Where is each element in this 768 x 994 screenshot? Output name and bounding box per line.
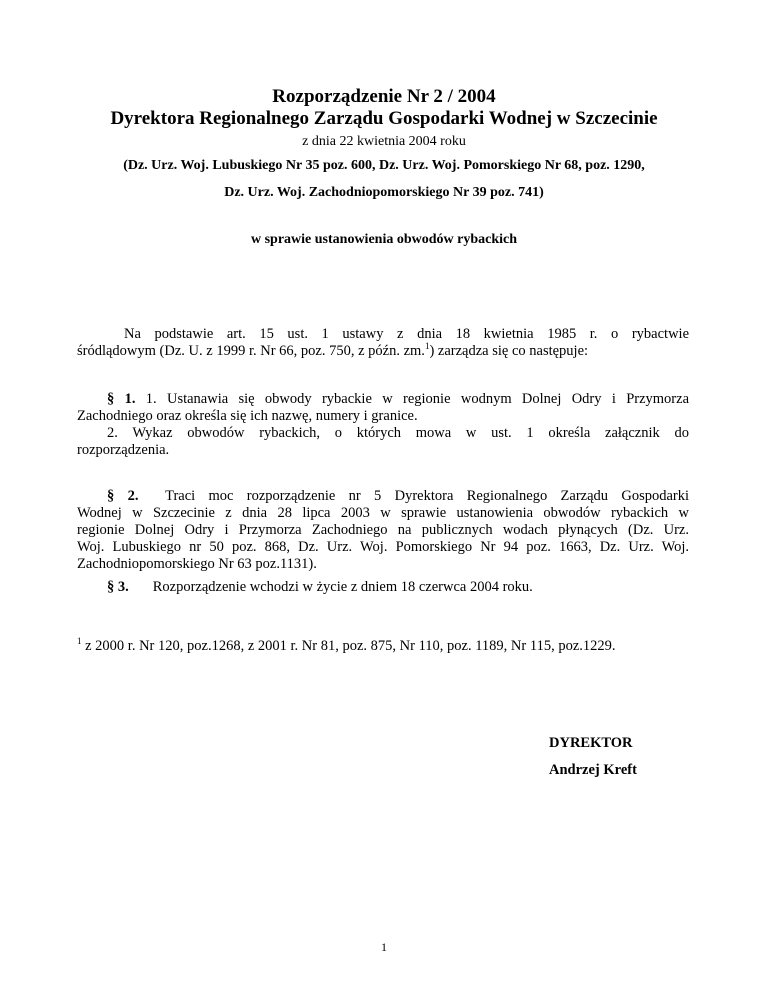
page-number: 1: [381, 940, 387, 954]
section-2-number: § 2.: [107, 488, 139, 504]
document-title-line2: Dyrektora Regionalnego Zarządu Gospodarki Wodnej w Szczecinie: [110, 108, 658, 129]
section-2: [77, 488, 689, 573]
publication-reference-line2: Dz. Urz. Woj. Zachodniopomorskiego Nr 39 poz. 741): [224, 185, 544, 200]
footnote-number: 1: [77, 636, 82, 647]
section-1-number: § 1.: [107, 391, 136, 407]
section-1-line3: 2. Wykaz obwodów rybackich, o których mowa w ust. 1 określa załącznik do: [107, 425, 689, 441]
section-1-line4: rozporządzenia.: [77, 442, 170, 458]
section-1-line1: § 1. 1. Ustanawia się obwody rybackie w regionie wodnym Dolnej Odry i Przymorza: [107, 391, 689, 407]
section-3-text: Rozporządzenie wchodzi w życie z dniem 18 czerwca 2004 roku.: [152, 579, 533, 595]
section-2-line3: regionie Dolnej Odry i Przymorza Zachodniego na publicznych wodach płynących (Dz. Urz.: [77, 522, 689, 538]
section-3: [77, 579, 689, 596]
document-date: z dnia 22 kwietnia 2004 roku: [302, 134, 466, 149]
preamble: [77, 326, 689, 360]
section-1: [77, 391, 689, 459]
signature-name: Andrzej Kreft: [549, 762, 637, 778]
section-3-number: § 3.: [107, 579, 129, 595]
footnote-marker: 1: [424, 341, 430, 352]
publication-reference-line1: (Dz. Urz. Woj. Lubuskiego Nr 35 poz. 600, Dz. Urz. Woj. Pomorskiego Nr 68, poz. 1290,: [123, 158, 645, 173]
section-2-line5: Zachodniopomorskiego Nr 63 poz.1131).: [77, 556, 317, 572]
footnote-text: z 2000 r. Nr 120, poz.1268, z 2001 r. Nr 81, poz. 875, Nr 110, poz. 1189, Nr 115, poz.1229.: [85, 638, 616, 654]
section-1-line2: Zachodniego oraz określa się ich nazwę, numery i granice.: [77, 408, 418, 424]
section-2-line2: Wodnej w Szczecinie z dnia 28 lipca 2003 w sprawie ustanowienia obwodów rybackich w: [77, 505, 689, 521]
document-title-line1: Rozporządzenie Nr 2 / 2004: [272, 86, 496, 107]
section-2-line1: § 2. Traci moc rozporządzenie nr 5 Dyrektora Regionalnego Zarządu Gospodarki: [107, 488, 690, 504]
preamble-line1: Na podstawie art. 15 ust. 1 ustawy z dnia 18 kwietnia 1985 r. o rybactwie: [124, 326, 689, 342]
section-2-line4: Woj. Lubuskiego nr 50 poz. 868, Dz. Urz. Woj. Pomorskiego Nr 94 poz. 1663, Dz. Urz. Woj.: [77, 539, 689, 555]
signature-role: DYREKTOR: [549, 735, 633, 751]
document-subject: w sprawie ustanowienia obwodów rybackich: [250, 232, 518, 247]
footnote: [77, 638, 616, 655]
preamble-line2: śródlądowym (Dz. U. z 1999 r. Nr 66, poz. 750, z późn. zm.$^1$) zarządza się co następuje:: [77, 341, 589, 359]
